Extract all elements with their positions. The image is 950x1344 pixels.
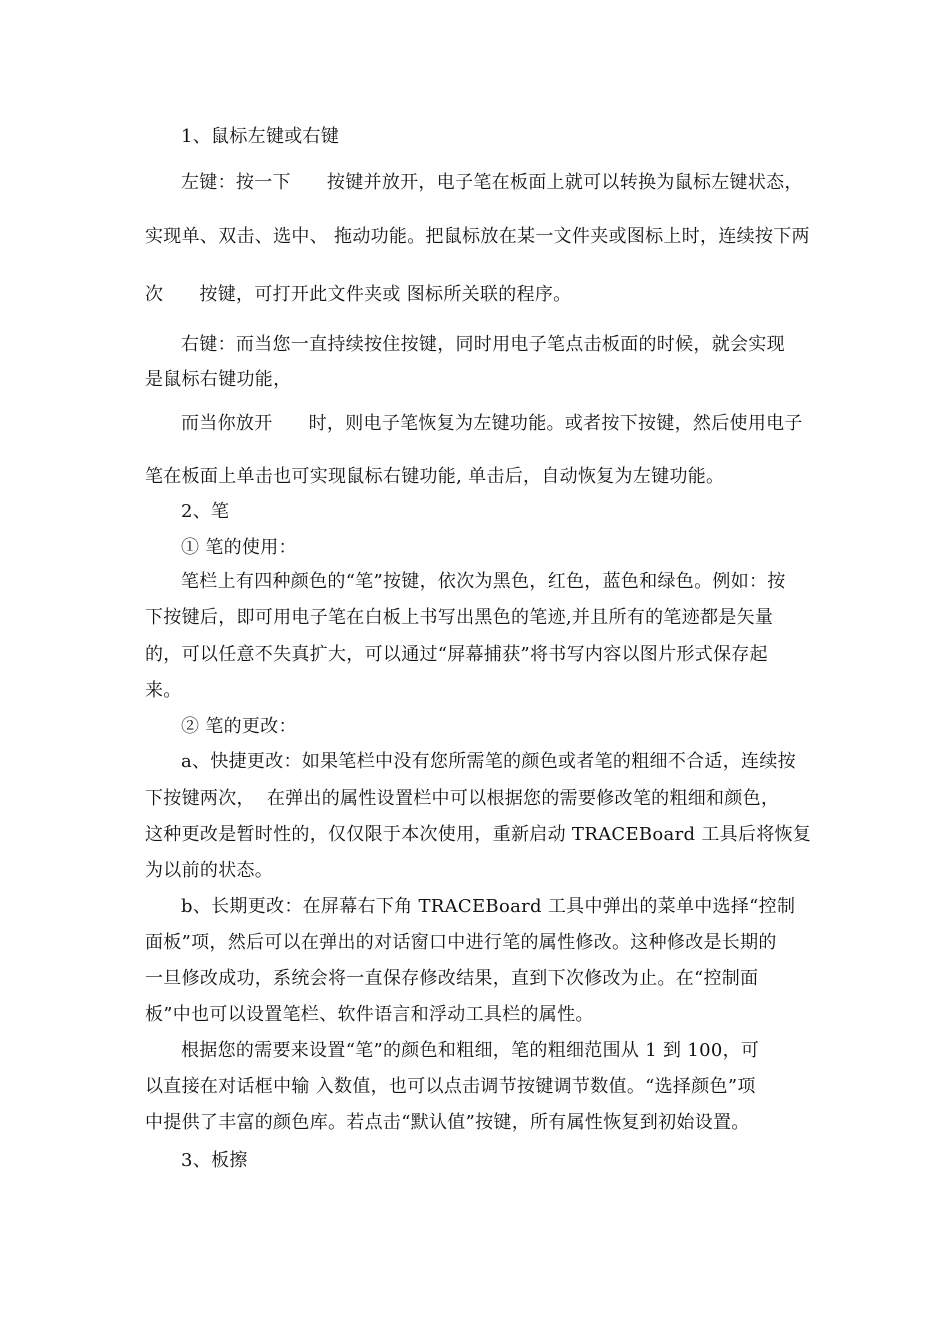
paragraph-line: 下按键后，即可用电子笔在白板上书写出黑色的笔迹,并且所有的笔迹都是矢量 [145, 607, 774, 628]
paragraph-line: 下按键两次， 在弹出的属性设置栏中可以根据您的需要修改笔的粗细和颜色， [145, 788, 780, 809]
subheading-pen-change: ② 笔的更改： [181, 716, 297, 737]
paragraph-line: 为以前的状态。 [145, 860, 274, 881]
paragraph-line: 一旦修改成功，系统会将一直保存修改结果，直到下次修改为止。在“控制面 [145, 968, 759, 989]
paragraph-line: 以直接在对话框中输 入数值，也可以点击调节按键调节数值。“选择颜色”项 [145, 1076, 756, 1097]
paragraph-line: b、长期更改：在屏幕右下角 TRACEBoard 工具中弹出的菜单中选择“控制 [181, 896, 796, 917]
subheading-pen-usage: ① 笔的使用： [181, 537, 297, 558]
paragraph-line: 的，可以任意不失真扩大，可以通过“屏幕捕获”将书写内容以图片形式保存起 [145, 644, 768, 665]
paragraph-line: 板”中也可以设置笔栏、软件语言和浮动工具栏的属性。 [145, 1004, 594, 1025]
paragraph-line: 笔栏上有四种颜色的“笔”按键，依次为黑色，红色，蓝色和绿色。例如：按 [181, 571, 786, 592]
paragraph-line: 实现单、双击、选中、 拖动功能。把鼠标放在某一文件夹或图标上时，连续按下两 [145, 226, 810, 247]
paragraph-line: 次 按键，可打开此文件夹或 图标所关联的程序。 [145, 284, 572, 305]
paragraph-line: 面板”项，然后可以在弹出的对话窗口中进行笔的属性修改。这种修改是长期的 [145, 932, 777, 953]
heading-mouse-buttons: 1、鼠标左键或右键 [181, 126, 340, 147]
paragraph-line: 笔在板面上单击也可实现鼠标右键功能, 单击后，自动恢复为左键功能。 [145, 466, 725, 487]
paragraph-line: 而当你放开 时，则电子笔恢复为左键功能。或者按下按键，然后使用电子 [181, 413, 803, 434]
paragraph-line: 根据您的需要来设置“笔”的颜色和粗细，笔的粗细范围从 1 到 100，可 [181, 1040, 760, 1061]
paragraph-line: 中提供了丰富的颜色库。若点击“默认值”按键，所有属性恢复到初始设置。 [145, 1112, 750, 1133]
paragraph-line: 是鼠标右键功能， [145, 369, 292, 390]
heading-eraser: 3、板擦 [181, 1150, 248, 1171]
paragraph-line: 来。 [145, 680, 182, 701]
paragraph-line: 这种更改是暂时性的，仅仅限于本次使用，重新启动 TRACEBoard 工具后将恢复 [145, 824, 812, 845]
paragraph-line: 右键：而当您一直持续按住按键，同时用电子笔点击板面的时候，就会实现 [181, 334, 785, 355]
paragraph-line: 左键：按一下 按键并放开，电子笔在板面上就可以转换为鼠标左键状态， [181, 172, 803, 193]
paragraph-line: a、快捷更改：如果笔栏中没有您所需笔的颜色或者笔的粗细不合适，连续按 [181, 751, 796, 772]
heading-pen: 2、笔 [181, 501, 230, 522]
